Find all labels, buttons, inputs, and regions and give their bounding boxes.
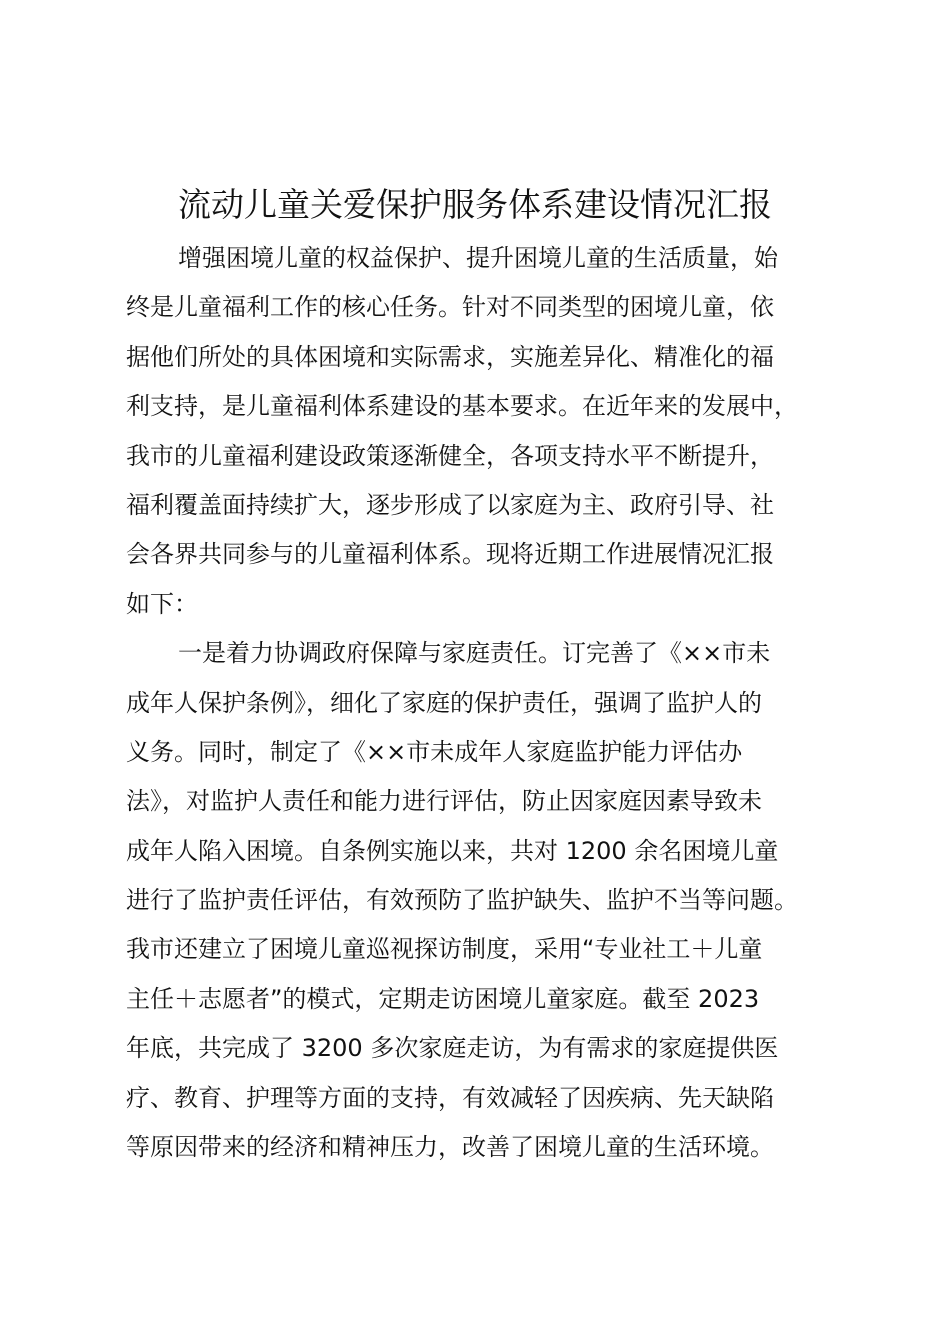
paragraph-line: 增强困境儿童的权益保护、提升困境儿童的生活质量，始 (178, 244, 778, 272)
paragraph-line: 进行了监护责任评估，有效预防了监护缺失、监护不当等问题。 (126, 886, 798, 915)
paragraph-line: 一是着力协调政府保障与家庭责任。订完善了《××市未 (178, 639, 771, 668)
paragraph-line: 福利覆盖面持续扩大，逐步形成了以家庭为主、政府引导、社 (126, 490, 774, 519)
paragraph-line: 成年人保护条例》，细化了家庭的保护责任，强调了监护人的 (126, 688, 762, 717)
paragraph-line: 利支持，是儿童福利体系建设的基本要求。在近年来的发展中， (126, 392, 798, 421)
paragraph-line: 会各界共同参与的儿童福利体系。现将近期工作进展情况汇报 (126, 540, 774, 569)
document-body (126, 234, 846, 1172)
document-title: 流动儿童关爱保护服务体系建设情况汇报 (178, 185, 772, 224)
paragraph-line: 等原因带来的经济和精神压力，改善了困境儿童的生活环境。 (126, 1133, 774, 1162)
paragraph-line: 年底，共完成了 3200 多次家庭走访，为有需求的家庭提供医 (126, 1034, 779, 1063)
paragraph-line: 法》，对监护人责任和能力进行评估，防止因家庭因素导致未 (126, 787, 762, 816)
paragraph-line: 我市还建立了困境儿童巡视探访制度，采用“专业社工＋儿童 (126, 935, 763, 964)
paragraph-line: 疗、教育、护理等方面的支持，有效减轻了因疾病、先天缺陷 (126, 1083, 774, 1112)
paragraph-line: 我市的儿童福利建设政策逐渐健全，各项支持水平不断提升， (126, 441, 774, 470)
paragraph-line: 据他们所处的具体困境和实际需求，实施差异化、精准化的福 (126, 342, 774, 371)
paragraph-line: 义务。同时，制定了《××市未成年人家庭监护能力评估办 (126, 737, 743, 766)
paragraph-line: 如下： (126, 589, 198, 618)
paragraph-line: 成年人陷入困境。自条例实施以来，共对 1200 余名困境儿童 (126, 836, 779, 865)
paragraph-line: 主任＋志愿者”的模式，定期走访困境儿童家庭。截至 2023 (126, 984, 760, 1013)
paragraph-line: 终是儿童福利工作的核心任务。针对不同类型的困境儿童，依 (126, 293, 774, 322)
